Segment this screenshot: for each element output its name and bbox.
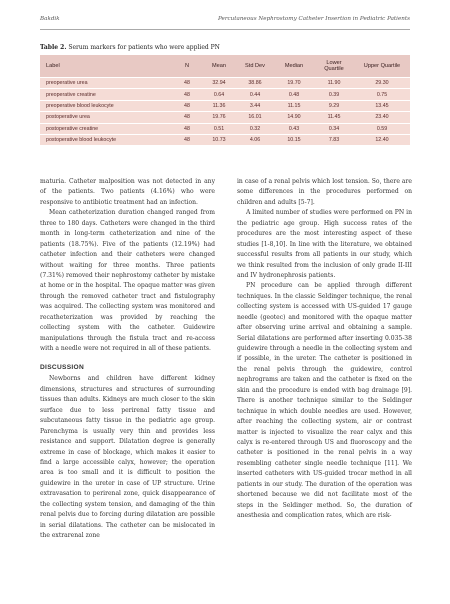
body-paragraph: A limited number of studies were performed on PN in the pediatric age group. High success rates of the procedures are the most interesting aspect of these studies [1-8,10]. In line with the literature, we obtained successful results from all patients in our study, which we think resulted from the inclusion of only grade II-III and IV hydronephrosis patients. — [237, 209, 412, 279]
table-cell: 0.32 — [236, 123, 274, 134]
table-cell: 7.83 — [314, 134, 354, 145]
table-cell: 14.90 — [274, 112, 314, 123]
column-header: N — [184, 63, 190, 69]
table-cell: 0.34 — [314, 123, 354, 134]
table-cell: 0.43 — [274, 123, 314, 134]
table-cell: 10.73 — [202, 134, 236, 145]
body-paragraph: Mean catheterization duration changed ranged from three to 180 days. Catheters were changed in the third month in long-term catheterization and nine of the patients (18.75%). Five of the patients (12.19%) had catheter infection and their catheters were changed without waiting for three months. Three patients (7.31%) removed their nephrostomy catheter by mistake at home or in the hospital. The opaque matter was given through the removed catheter tract and fistulography was acquired. The collecting system was monitored and recatheterization was provided by reaching the collecting system with the catheter. Guidewire manipulations through the fistula tract and re-access with a needle were not required in all of these patients. — [40, 209, 215, 352]
table-cell: postoperative urea — [40, 112, 172, 123]
table-cell: 19.76 — [202, 112, 236, 123]
table-cell: 48 — [172, 123, 202, 134]
table-caption — [40, 44, 220, 51]
column-header: Upper Quartile — [363, 63, 401, 69]
running-header — [40, 16, 410, 26]
body-paragraph: maturia. Catheter malposition was not detected in any of the patients. Two patients (4.16%) who were responsive to antibiotic treatment had an infection. — [40, 178, 215, 206]
table-cell: 23.40 — [354, 112, 410, 123]
serum-markers-table — [40, 55, 410, 145]
table-row — [40, 89, 410, 100]
table-cell: 9.29 — [314, 100, 354, 111]
column-header: Mean — [212, 63, 226, 69]
table-cell: 4.06 — [236, 134, 274, 145]
table-cell: 0.64 — [202, 89, 236, 100]
table-cell: 48 — [172, 112, 202, 123]
table-cell: 13.45 — [354, 100, 410, 111]
header-divider — [40, 29, 410, 30]
table-cell: 19.70 — [274, 78, 314, 89]
table-caption-number: Table 2. — [40, 44, 67, 51]
table-cell: preoperative creatine — [40, 89, 172, 100]
body-paragraph: Newborns and children have different kidney dimensions, structures and structures of surrounding tissues than adults. Kidneys are much closer to the skin surface due to less perirenal fatty tissue and subcutaneous fatty tissue in the pediatric age group. Parenchyma is usually very thin and provides less resistance and support. Dilatation degree is generally extreme in case of blockage, which makes it easier to find a large accessible calyx, however; the operation area is too small and it is difficult to position the guidewire in the ureter in case of UP structure. Urine extravasation to perirenal zone, quick disappearance of the collecting system tension, and damaging of the thin renal pelvis due to forcing during dilatation are possible in serial dilatations. The catheter can be mislocated in the extrarenal zone — [40, 375, 215, 539]
table-cell: 3.44 — [236, 100, 274, 111]
table-cell: 0.48 — [274, 89, 314, 100]
section-heading-discussion: DISCUSSION — [40, 364, 85, 372]
column-header: Label — [46, 63, 60, 69]
table-cell: 29.30 — [354, 78, 410, 89]
table-cell: 48 — [172, 78, 202, 89]
table-header-row — [40, 55, 410, 78]
body-paragraph: PN procedure can be applied through different techniques. In the classic Seldinger technique, the renal collecting system is accessed with US-guided 17 gauge needle (geotec) and monitored with the opaque matter after observing urine arrival and obtaining a sample. Serial dilatations are performed after inserting 0.035-38 guidewire through a needle in the collecting system and if possible, in the ureter. The catheter is positioned in the renal pelvis through the guidewire, control nephrograms are taken and the catheter is fixed on the skin and the procedure is ended with bag drainage [9]. There is another technique similar to the Seldinger technique in which double needles are used. However, after reaching the collecting system, air or contrast matter is injected to visualize the rear calyx and this calyx is re-entered through US and fluoroscopy and the catheter is positioned in the renal pelvis in a way resembling catheter single needle technique [11]. We inserted catheters with US-guided trocar method in all patients in our study. The duration of the operation was shortened because we did not facilitate most of the steps in the Seldinger method. So, the duration of anesthesia and complication rates, which are risk- — [237, 282, 412, 519]
header-running-title: Percutaneous Nephrostomy Catheter Insertion in Pediatric Patients — [218, 16, 410, 22]
table-caption-text: Serum markers for patients who were applied PN — [68, 44, 220, 51]
table-cell: 16.01 — [236, 112, 274, 123]
table-cell: 48 — [172, 89, 202, 100]
column-header: Std Dev — [245, 63, 265, 69]
left-text-column — [40, 177, 215, 541]
table-row — [40, 112, 410, 123]
table-cell: 0.39 — [314, 89, 354, 100]
right-text-column — [237, 177, 412, 521]
table-cell: 0.44 — [236, 89, 274, 100]
table-cell: 0.59 — [354, 123, 410, 134]
table-cell: 48 — [172, 100, 202, 111]
column-header: Median — [284, 63, 304, 69]
table-cell: 32.94 — [202, 78, 236, 89]
body-paragraph: in case of a renal pelvis which lost tension. So, there are some differences in the procedures performed on children and adults [5-7]. — [237, 178, 412, 206]
table-cell: 48 — [172, 134, 202, 145]
table-cell: 10.15 — [274, 134, 314, 145]
table-cell: preoperative urea — [40, 78, 172, 89]
header-author: Bakdik — [40, 16, 60, 22]
table-cell: 0.51 — [202, 123, 236, 134]
table-cell: 11.15 — [274, 100, 314, 111]
table-row — [40, 123, 410, 134]
table-cell: postoperative creatine — [40, 123, 172, 134]
table-cell: 11.45 — [314, 112, 354, 123]
table-cell: postoperative blood leukocyte — [40, 134, 172, 145]
table-row — [40, 78, 410, 89]
table-row — [40, 100, 410, 111]
table-cell: 11.90 — [314, 78, 354, 89]
column-header: Lower Quartile — [324, 60, 344, 72]
table-cell: 12.40 — [354, 134, 410, 145]
table-cell: 11.36 — [202, 100, 236, 111]
table-cell: preoperative blood leukocyte — [40, 100, 172, 111]
table-cell: 38.86 — [236, 78, 274, 89]
table-cell: 0.75 — [354, 89, 410, 100]
table-row — [40, 134, 410, 145]
